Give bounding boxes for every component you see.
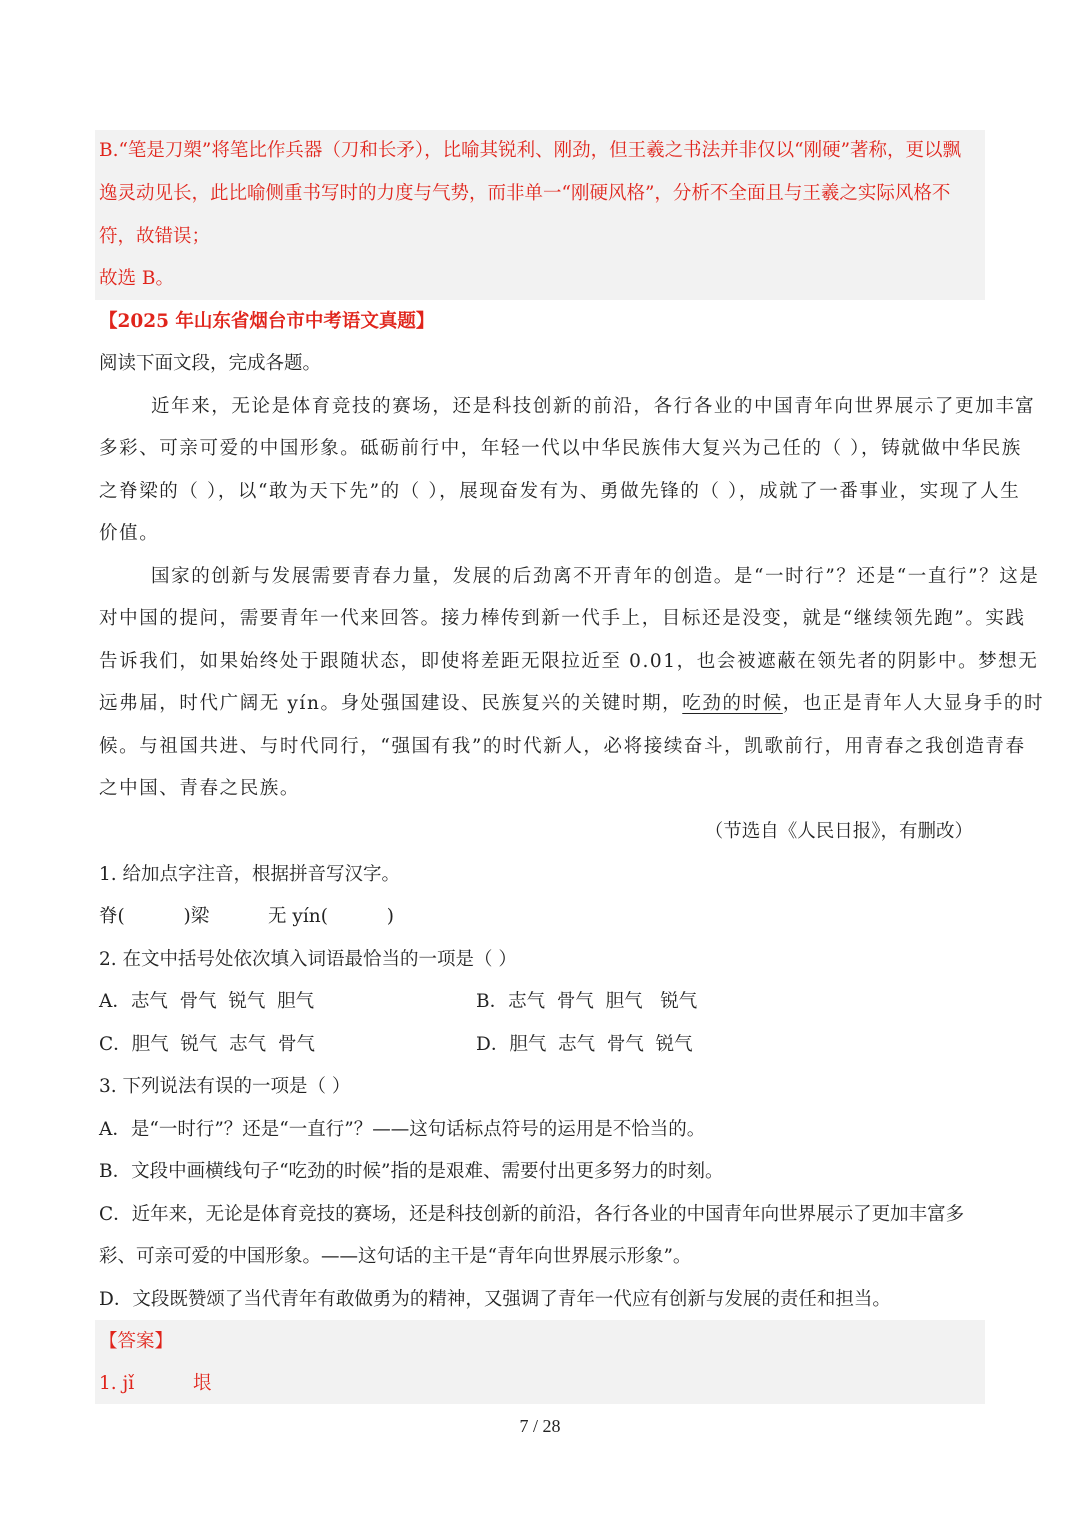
previous-answer-line: 符，故错误； bbox=[99, 226, 211, 247]
passage-text: ，也正是青年人大显身手的时 bbox=[782, 693, 1045, 714]
answer-box bbox=[95, 1320, 985, 1404]
underlined-phrase: 吃劲的时候 bbox=[682, 693, 783, 714]
question-3-option-c-cont: 彩、可亲可爱的中国形象。——这句话的主干是“青年向世界展示形象”。 bbox=[99, 1246, 692, 1267]
exam-title: 【2025 年山东省烟台市中考语文真题】 bbox=[99, 311, 435, 332]
passage-line: 告诉我们，如果始终处于跟随状态，即使将差距无限拉近至 0.01，也会被遮蔽在领先者的阴影中。梦想无 bbox=[99, 651, 1039, 672]
answer-label: 【答案】 bbox=[99, 1331, 174, 1352]
question-1-stem: 1. 给加点字注音，根据拼音写汉字。 bbox=[99, 864, 401, 885]
passage-line bbox=[99, 691, 1044, 717]
answer-line: 1. jǐ 垠 bbox=[99, 1373, 212, 1394]
passage-line: 候。与祖国共进、与时代同行，“强国有我”的时代新人，必将接续奋斗，凯歌前行，用青春之我创造青春 bbox=[99, 736, 1026, 757]
passage-line: 之脊梁的（ ），以“敢为天下先”的（ ），展现奋发有为、勇做先锋的（ ），成就了一番事业，实现了人生 bbox=[99, 481, 1021, 502]
passage-line: 价值。 bbox=[99, 523, 160, 544]
question-3-option-b: B．文段中画横线句子“吃劲的时候”指的是艰难、需要付出更多努力的时刻。 bbox=[99, 1161, 724, 1182]
passage-line: 国家的创新与发展需要青春力量，发展的后劲离不开青年的创造。是“一时行”？还是“一直行”？这是 bbox=[151, 566, 1040, 587]
instruction: 阅读下面文段，完成各题。 bbox=[99, 353, 322, 374]
passage-line: 之中国、青春之民族。 bbox=[99, 778, 301, 799]
question-2-option-c: C．胆气 锐气 志气 骨气 bbox=[99, 1034, 315, 1055]
question-3-stem: 3. 下列说法有误的一项是（ ） bbox=[99, 1076, 351, 1097]
question-2-stem: 2. 在文中括号处依次填入词语最恰当的一项是（ ） bbox=[99, 949, 517, 970]
question-1-blanks: 脊( )梁 无 yín( ) bbox=[99, 906, 394, 927]
question-3-option-d: D．文段既赞颂了当代青年有敢做勇为的精神，又强调了青年一代应有创新与发展的责任和担当。 bbox=[99, 1289, 891, 1310]
passage-line: 对中国的提问，需要青年一代来回答。接力棒传到新一代手上，目标还是没变，就是“继续领先跑”。实践 bbox=[99, 608, 1026, 629]
question-2-option-a: A．志气 骨气 锐气 胆气 bbox=[99, 991, 315, 1012]
passage-source: （节选自《人民日报》，有删改） bbox=[704, 821, 973, 842]
passage-line: 近年来，无论是体育竞技的赛场，还是科技创新的前沿，各行各业的中国青年向世界展示了更加丰富 bbox=[151, 396, 1036, 417]
page-number: 7 / 28 bbox=[519, 1416, 561, 1436]
question-2-option-b: B．志气 骨气 胆气 锐气 bbox=[476, 991, 698, 1012]
passage-line: 多彩、可亲可爱的中国形象。砥砺前行中，年轻一代以中华民族伟大复兴为己任的（ ），铸就做中华民族 bbox=[99, 438, 1022, 459]
previous-answer-line: 故选 B。 bbox=[99, 268, 174, 289]
previous-answer-line: B.“笔是刀槊”将笔比作兵器（刀和长矛），比喻其锐利、刚劲，但王羲之书法并非仅以“刚硬”著称，更以飘 bbox=[99, 140, 962, 161]
previous-answer-line: 逸灵动见长，此比喻侧重书写时的力度与气势，而非单一“刚硬风格”，分析不全面且与王羲之实际风格不 bbox=[99, 183, 951, 204]
question-3-option-a: A．是“一时行”？还是“一直行”？——这句话标点符号的运用是不恰当的。 bbox=[99, 1119, 706, 1140]
question-3-option-c: C．近年来，无论是体育竞技的赛场，还是科技创新的前沿，各行各业的中国青年向世界展示了更加丰富多 bbox=[99, 1204, 965, 1225]
passage-text: 远弗届，时代广阔无 yín。身处强国建设、民族复兴的关键时期， bbox=[99, 693, 683, 714]
question-2-option-d: D．胆气 志气 骨气 锐气 bbox=[476, 1034, 693, 1055]
